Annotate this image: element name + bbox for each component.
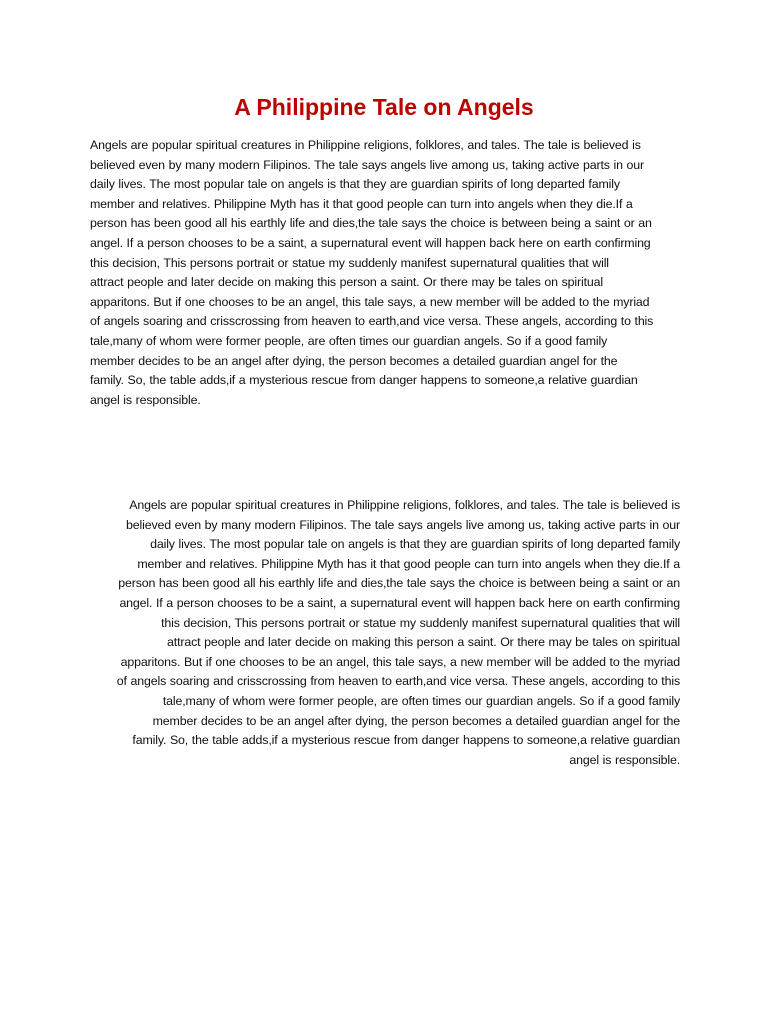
paragraph-line: member and relatives. Philippine Myth has it that good people can turn into angels when they die.If a [90, 196, 633, 211]
paragraph-line: person has been good all his earthly life and dies,the tale says the choice is between being a saint or an [118, 576, 680, 591]
paragraph-line: person has been good all his earthly life and dies,the tale says the choice is between being a saint or an [90, 216, 652, 231]
paragraph-line: angel is responsible. [90, 392, 201, 407]
paragraph-line: of angels soaring and crisscrossing from heaven to earth,and vice versa. These angels, according to this [90, 314, 654, 329]
paragraph-line: this decision, This persons portrait or statue my suddenly manifest supernatural qualities that will [161, 615, 680, 630]
paragraph-line: member and relatives. Philippine Myth has it that good people can turn into angels when they die.If a [137, 556, 680, 571]
paragraph-line: believed even by many modern Filipinos. The tale says angels live among us, taking active parts in our [126, 517, 680, 532]
paragraph-line: apparitons. But if one chooses to be an angel, this tale says, a new member will be added to the myriad [120, 654, 680, 669]
paragraph-line: this decision, This persons portrait or statue my suddenly manifest supernatural qualities that will [90, 255, 609, 270]
paragraph-line: angel. If a person chooses to be a saint, a supernatural event will happen back here on earth confirming [119, 595, 680, 610]
paragraph-line: believed even by many modern Filipinos. The tale says angels live among us, taking active parts in our [90, 157, 644, 172]
paragraph-left-aligned [90, 136, 680, 410]
paragraph-right-aligned [90, 496, 680, 770]
document-title: A Philippine Tale on Angels [234, 94, 534, 120]
paragraph-line: attract people and later decide on making this person a saint. Or there may be tales on spiritual [90, 275, 603, 290]
paragraph-line: attract people and later decide on making this person a saint. Or there may be tales on spiritual [167, 635, 680, 650]
paragraph-line: family. So, the table adds,if a mysterious rescue from danger happens to someone,a relative guardian [132, 733, 680, 748]
paragraph-line: apparitons. But if one chooses to be an angel, this tale says, a new member will be added to the myriad [90, 294, 650, 309]
paragraph-line: family. So, the table adds,if a mysterious rescue from danger happens to someone,a relative guardian [90, 373, 638, 388]
paragraph-line: angel. If a person chooses to be a saint, a supernatural event will happen back here on earth confirming [90, 235, 651, 250]
paragraph-line: member decides to be an angel after dying, the person becomes a detailed guardian angel for the [90, 353, 618, 368]
paragraph-line: daily lives. The most popular tale on angels is that they are guardian spirits of long departed family [150, 537, 680, 552]
paragraph-line: tale,many of whom were former people, are often times our guardian angels. So if a good family [90, 333, 608, 348]
paragraph-line: member decides to be an angel after dying, the person becomes a detailed guardian angel for the [152, 713, 680, 728]
paragraph-line: Angels are popular spiritual creatures in Philippine religions, folklores, and tales. The tale is believed is [90, 138, 641, 152]
paragraph-line: angel is responsible. [569, 752, 680, 767]
paragraph-line: Angels are popular spiritual creatures in Philippine religions, folklores, and tales. The tale is believed is [129, 498, 680, 512]
paragraph-line: of angels soaring and crisscrossing from heaven to earth,and vice versa. These angels, according to this [116, 674, 680, 689]
paragraph-line: tale,many of whom were former people, are often times our guardian angels. So if a good family [162, 693, 680, 708]
paragraph-line: daily lives. The most popular tale on angels is that they are guardian spirits of long departed family [90, 177, 620, 192]
